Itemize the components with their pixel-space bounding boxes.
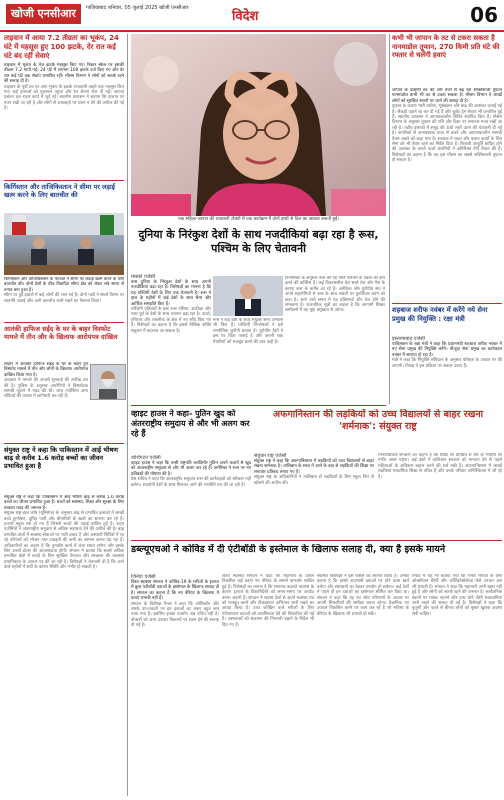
dateline: गाज़ियाबाद शनिवार, 05 जुलाई 2025 खोजी एनसीआर [86, 5, 189, 11]
page-header [0, 0, 504, 32]
woman-heart-gesture-image [131, 34, 386, 216]
story-kyrgyz-body: किर्गिस्तान और ताजिकिस्तान के नेताओं ने सीमा पर लड़ाई खत्म करने के लिए बातचीत की। दोनों देशों के बीच विवादित सीमा क्षेत्र को लेकर लंबे समय से तनाव बना हुआ है। सीमा पर हुई झड़पों में कई लोगों की जान गई है। दोनों पक्षों ने संघर्ष विराम पर सहमति जताई और आगे बातचीत जारी रखने का फैसला किया। [4, 277, 124, 304]
story-afghan-body-2: मानवाधिकार संगठनों का कहना है कि शिक्षा पर प्रतिबंध से देश के भविष्य पर गंभीर असर पड़ेगा। कई देशों ने तालिबान सरकार को मान्यता देने से पहले महिलाओं के अधिकार बहाल करने की शर्त रखी है। अफगानिस्तान में लाखों लड़कियां माध्यमिक शिक्षा से वंचित हैं और उनके परिवार अनिश्चितता में जी रहे हैं। [378, 453, 502, 480]
page-number: 06 [470, 3, 498, 27]
story-hafiz [4, 325, 124, 361]
story-kicker: इस्लामाबाद एजेंसी [392, 336, 425, 342]
main-headline: दुनिया के निरंकुश देशों के साथ नजदीकियां बढ़ा रहा है रूस, पश्चिम के लिए चेतावनी [138, 228, 379, 255]
story-body: संयुक्त राष्ट्र ने कहा कि अफगानिस्तान में लड़कियों को उच्च विद्यालयों से बाहर रखना शर्मनाक है। तालिबान के सत्ता में आने के बाद से लड़कियों की शिक्षा पर लगातार प्रतिबंध लगाए गए हैं। [254, 459, 374, 475]
story-un-pak [4, 446, 124, 494]
hafiz-photo [90, 364, 126, 400]
story-afghan-body: संयुक्त राष्ट्र एजेंसी संयुक्त राष्ट्र ने कहा कि अफगानिस्तान में लड़कियों को उच्च विद्यालयों से बाहर रखना शर्मनाक है। तालिबान के सत्ता में आने के बाद से लड़कियों की शिक्षा पर लगातार प्रतिबंध लगाए गए हैं। संयुक्त राष्ट्र के अधिकारियों ने तालिबान से लड़कियों के लिए स्कूल फिर से खोलने की अपील की। [254, 453, 374, 486]
story-hafiz-body: लाहौर में आतंकी हाफिज सईद के घर के बाहर हुए विस्फोट मामले में तीन और लोगों के खिलाफ आरोपपत्र दाखिल किया गया है। अदालत ने मामले की अगली सुनवाई की तारीख तय की है। पुलिस के अनुसार आरोपियों ने विस्फोटक सामग्री जुटाने में मदद की थी। जांच एजेंसियां अन्य संदिग्धों की तलाश में छापेमारी कर रही हैं। [4, 362, 88, 400]
story-headline: शहबाज शरीफ नवंबर में करेंगे नये सेना प्रमुख की नियुक्ति : रक्षा मंत्री [392, 306, 488, 323]
main-story-body-3: विश्लेषकों के अनुसार रूस की यह नीति पश्चिम के दबाव को कम करने की कोशिश है। कई विकासशील देश सस्ते तेल और गैस के कारण रूस के करीब आ रहे हैं। अमेरिका और यूरोपीय संघ ने अपने सहयोगियों से रूस के साथ संबंधों पर पुनर्विचार करने को कहा है। आने वाले समय में यह प्रतिस्पर्धा और तेज होने की संभावना है। राजनयिक सूत्रों का कहना है कि आगामी शिखर सम्मेलनों में यह मुद्दा प्रमुखता से उठेगा। [285, 276, 385, 314]
story-headline: अफगानिस्तान की लड़कियों को उच्च विद्यालयों से बाहर रखना 'शर्मनाक': संयुक्त राष्ट्र [272, 409, 484, 432]
main-story-body-2: रूस ने कई देशों के साथ संयुक्त सैन्य अभ्यास भी किए हैं। पश्चिमी विश्लेषकों ने इसे रणनीतिक चुनौती बताया है। यूरोपीय देशों ने इस पर चिंता जताई है और अपनी रक्षा तैयारियों को मजबूत करने की बात कही है। [213, 318, 283, 345]
story-headline: कभी भी जापान के तट से टकरा सकता है नानमाडोल तूफान, 270 किमी प्रति घंटे की रफ्तार से चलेंगी हवाएं [392, 34, 500, 60]
story-body: रूस दुनिया के निरंकुश देशों के साथ अपनी नजदीकियां बढ़ा रहा है। विशेषज्ञों का मानना है कि यह पश्चिमी देशों के लिए एक चेतावनी है। रूस ने हाल के महीनों में कई देशों के साथ सैन्य और आर्थिक समझौते किए हैं। [131, 280, 211, 307]
story-body: पाकिस्तान के रक्षा मंत्री ने कहा कि प्रधानमंत्री शहबाज शरीफ नवंबर में नए सेना प्रमुख की नियुक्ति करेंगे। मौजूदा सेना प्रमुख का कार्यकाल नवंबर में समाप्त हो रहा है। [392, 342, 502, 358]
story-body: विश्व स्वास्थ्य संगठन ने कोविड-19 के मरीजों के इलाज में कुछ एंटीबॉडी दवाओं के इस्तेमाल के खिलाफ सलाह दी है। संगठन का कहना है कि नए वेरिएंट के खिलाफ ये दवाएं प्रभावी नहीं हैं। [131, 580, 219, 602]
story-who-body-2: विश्व स्वास्थ्य संगठन ने कहा कि महामारी के दौरान विकसित कई दवाएं नए वेरिएंट के सामने कमजोर साबित हुई हैं। विशेषज्ञों का मानना है कि लगातार बदलते वायरस के कारण इलाज के दिशानिर्देशों को समय-समय पर अपडेट करना जरूरी है। संगठन ने सदस्य देशों से अपने स्वास्थ्य तंत्र को मजबूत करने और टीकाकरण अभियान जारी रखने का आग्रह किया है। उच्च जोखिम वाले मरीजों के लिए एंटीवायरल दवाओं को प्राथमिकता देने की सिफारिश की गई है। अस्पतालों को संक्रमण की निगरानी बढ़ाने के निर्देश भी दिए गए हैं। [222, 574, 314, 628]
story-kyrgyz [4, 183, 124, 213]
story-headline: आतंकी हाफिज सईद के घर के बाहर विस्फोट मामले में तीन और के खिलाफ आरोपपत्र दाखिल [4, 325, 118, 341]
story-headline: ताइवान में आया 7.2 तीव्रता का भूकंप, 24 घंटे में महसूस हुए 100 झटके, देर रात कई घंटे बंद रहीं सेवाएं [4, 34, 119, 60]
story-afghan-head [254, 409, 502, 451]
main-story-body: मास्को एजेंसी रूस दुनिया के निरंकुश देशों के साथ अपनी नजदीकियां बढ़ा रहा है। विशेषज्ञों का मानना है कि यह पश्चिमी देशों के लिए एक चेतावनी है। रूस ने हाल के महीनों में कई देशों के साथ सैन्य और आर्थिक समझौते किए हैं। पश्चिमी प्रतिबंधों के बाद रूस एशिया, अफ्रीका और मध्य पूर्व के देशों के साथ व्यापार बढ़ा रहा है। ऊर्जा, हथियार और तकनीक के क्षेत्र में नए सौदे किए गए हैं। विशेषज्ञों का कहना है कि इससे वैश्विक शक्ति संतुलन में बदलाव आ सकता है। [131, 274, 211, 334]
story-headline: किर्गिस्तान और ताजिकिस्तान ने सीमा पर लड़ाई खत्म करने के लिए बातचीत की [4, 183, 115, 199]
story-putin-head [131, 409, 251, 453]
masthead: खोजी एनसीआर [6, 4, 81, 24]
story-who-body-3: स्वास्थ्य विशेषज्ञों ने इस फैसले का स्वागत किया है। उनका कहना है कि इससे अप्रभावी दवाओं पर होने वाला खर्च बचेगा और संसाधनों का बेहतर उपयोग हो सकेगा। कई देशों ने पहले ही इन दवाओं का इस्तेमाल सीमित कर दिया था। संगठन ने कहा कि वह नए शोध परिणामों के आधार पर अपनी सिफारिशों की समीक्षा करता रहेगा। वैज्ञानिक नए उपचार विकसित करने पर काम कर रहे हैं जो भविष्य के वेरिएंट के खिलाफ भी प्रभावी हो सकें। [317, 574, 409, 617]
story-body: व्हाइट हाउस ने कहा कि रूसी राष्ट्रपति व्लादिमीर पुतिन अपने कदमों से खुद को अंतरराष्ट्रीय समुदाय से और भी अलग कर रहे हैं। अमेरिका ने रूस पर नए प्रतिबंधों की घोषणा की है। [131, 461, 251, 477]
putin-photo [213, 276, 283, 316]
story-kicker: वाशिंगटन एजेंसी [131, 455, 161, 461]
story-taiwan: ताइवान में आया 7.2 तीव्रता का भूकंप, 24 घंटे में महसूस हुए 100 झटके, देर रात कई घंटे बंद रहीं सेवाएं ताइवान में भूकंप के तेज झटके महसूस किए गए। रिक्टर स्केल पर इसकी तीव्रता 7.2 मापी गई। 24 घंटे में लगभग 100 झटके दर्ज किए गए और देर रात कई घंटे तक सेवाएं प्रभावित रहीं। मौसम विभाग ने लोगों को सतर्क रहने की सलाह दी है। ताइवान के पूर्वी तट पर आए भूकंप के झटके राजधानी ताइपे तक महसूस किए गए। कई इमारतों को नुकसान पहुंचा और रेल सेवाएं रोक दी गईं। आपदा प्रबंधन दल राहत कार्य में जुटे रहे। स्थानीय प्रशासन ने बताया कि हालात पर नजर रखी जा रही है और लोगों से अफवाहों पर ध्यान न देने की अपील की गई है। [4, 34, 124, 112]
story-kicker: संयुक्त राष्ट्र एजेंसी [254, 453, 287, 459]
main-kicker: मास्को एजेंसी [131, 274, 156, 280]
putin-image [213, 276, 283, 316]
main-photo [131, 34, 386, 216]
story-putin-body: वाशिंगटन एजेंसी व्हाइट हाउस ने कहा कि रूसी राष्ट्रपति व्लादिमीर पुतिन अपने कदमों से खुद को अंतरराष्ट्रीय समुदाय से और भी अलग कर रहे हैं। अमेरिका ने रूस पर नए प्रतिबंधों की घोषणा की है। प्रेस सचिव ने कहा कि अंतरराष्ट्रीय समुदाय रूस की कार्रवाइयों को स्वीकार नहीं करेगा। सहयोगी देशों के साथ मिलकर आगे की रणनीति तय की जा रही है। [131, 455, 251, 488]
story-japan-head [392, 34, 502, 86]
story-who-body-4: रिपोर्ट में यह भी बताया गया कि गंभीर मरीजों के लिए ऑक्सीजन थेरेपी और कॉर्टिकोस्टेरॉयड जैसे उपचार अब भी प्रभावी हैं। संगठन ने कहा कि महामारी अभी खत्म नहीं हुई है और लोगों को सतर्क रहने की जरूरत है। सार्वजनिक स्थानों पर मास्क पहनने और हाथ धोने जैसी सावधानियां जारी रखने की सलाह दी गई है। विशेषज्ञों ने कहा कि बुजुर्गों और पहले से बीमार लोगों को बूस्टर खुराक अवश्य लेनी चाहिए। [412, 574, 502, 617]
section-title: विदेश [232, 9, 259, 24]
story-who-head [131, 544, 502, 572]
leaders-meeting-image [4, 213, 124, 275]
story-body: जापान के दक्षिणी तट की ओर तेजी से बढ़ रहा शक्तिशाली तूफान नानमाडोल कभी भी तट से टकरा सकता है। मौसम विभाग ने लाखों लोगों को सुरक्षित स्थानों पर जाने की सलाह दी है। [392, 88, 502, 104]
story-kicker: जिनेवा एजेंसी [131, 574, 156, 580]
story-body: लाहौर में आतंकी हाफिज सईद के घर के बाहर हुए विस्फोट मामले में तीन और लोगों के खिलाफ आरोपपत्र दाखिल किया गया है। [4, 362, 88, 378]
story-body: ताइवान में भूकंप के तेज झटके महसूस किए गए। रिक्टर स्केल पर इसकी तीव्रता 7.2 मापी गई। 24 घंटे में लगभग 100 झटके दर्ज किए गए और देर रात कई घंटे तक सेवाएं प्रभावित रहीं। मौसम विभाग ने लोगों को सतर्क रहने की सलाह दी है। [4, 63, 124, 85]
story-un-pak-body: संयुक्त राष्ट्र ने कहा कि पाकिस्तान में आई भीषण बाढ़ से करीब 1.6 करोड़ बच्चों का जीवन प्रभावित हुआ है। बच्चों को स्वास्थ्य, शिक्षा और सुरक्षा के लिए तत्काल मदद की जरूरत है। संयुक्त राष्ट्र बाल कोष (यूनिसेफ) के अनुसार बाढ़ से प्रभावित इलाकों में लाखों बच्चे कुपोषण, दूषित पानी और बीमारियों के खतरे का सामना कर रहे हैं। हजारों स्कूल नष्ट हो गए हैं जिससे बच्चों की पढ़ाई बाधित हुई है। राहत एजेंसियों ने अंतरराष्ट्रीय समुदाय से अधिक सहायता देने की अपील की है। बाढ़ प्रभावित प्रांतों में स्वास्थ्य सेवाओं पर भारी दबाव है और अस्थायी शिविरों में रह रहे परिवारों को भोजन तथा दवाइयों की कमी का सामना करना पड़ रहा है। अधिकारियों का कहना है कि पुनर्वास कार्य में लंबा समय लगेगा और इसके लिए अरबों डॉलर की आवश्यकता होगी। संगठन ने बताया कि सबसे अधिक प्रभावित क्षेत्रों में बच्चों के लिए सुरक्षित पेयजल और स्वच्छता की व्यवस्था प्राथमिकता के आधार पर की जा रही है। विशेषज्ञों ने चेतावनी दी है कि आने वाले महीनों में सर्दी के कारण स्थिति और गंभीर हो सकती है। [4, 495, 124, 571]
story-headline: व्हाइट हाउस ने कहा- पुतिन खुद को अंतरराष्ट्रीय समुदाय से और भी अलग कर रहे हैं [131, 409, 250, 438]
story-japan-body: जापान के दक्षिणी तट की ओर तेजी से बढ़ रहा शक्तिशाली तूफान नानमाडोल कभी भी तट से टकरा सकता है। मौसम विभाग ने लाखों लोगों को सुरक्षित स्थानों पर जाने की सलाह दी है। तूफान के कारण भारी बारिश, भूस्खलन और बाढ़ की आशंका जताई गई है। सैकड़ों उड़ानें रद्द कर दी गई हैं और बुलेट ट्रेन सेवाएं भी प्रभावित हुई हैं। स्थानीय प्रशासन ने आपातकालीन शिविर स्थापित किए हैं। मौसम विभाग के अनुसार तूफान की गति और दिशा पर लगातार नजर रखी जा रही है। तटीय इलाकों में समुद्र की ऊंची लहरें उठने की चेतावनी दी गई है। नागरिकों से अनावश्यक यात्रा से बचने और आपातकालीन सामग्री तैयार रखने को कहा गया है। सरकार ने राहत और बचाव कार्यों के लिए सेना को भी तैयार रहने का निर्देश दिया है। बिजली आपूर्ति बाधित होने की आशंका के चलते ऊर्जा कंपनियों ने अतिरिक्त टीमें तैनात की हैं। विशेषज्ञों का कहना है कि यह इस मौसम का सबसे शक्तिशाली तूफान हो सकता है। [392, 88, 502, 164]
main-photo-caption: एक महिला जापान की राजधानी टोक्यो में एक कार्यक्रम में दोनों हाथों से दिल का आकार बनाती हुई। [178, 217, 339, 222]
story-headline: संयुक्त राष्ट्र ने कहा कि पाकिस्तान में आई भीषण बाढ़ से करीब 1.6 करोड़ बच्चों का जीवन प्रभावित हुआ है [4, 446, 119, 470]
story-body: संयुक्त राष्ट्र ने कहा कि पाकिस्तान में आई भीषण बाढ़ से करीब 1.6 करोड़ बच्चों का जीवन प्रभावित हुआ है। बच्चों को स्वास्थ्य, शिक्षा और सुरक्षा के लिए तत्काल मदद की जरूरत है। [4, 495, 124, 511]
story-shehbaz-body: इस्लामाबाद एजेंसी पाकिस्तान के रक्षा मंत्री ने कहा कि प्रधानमंत्री शहबाज शरीफ नवंबर में नए सेना प्रमुख की नियुक्ति करेंगे। मौजूदा सेना प्रमुख का कार्यकाल नवंबर में समाप्त हो रहा है। मंत्री ने कहा कि नियुक्ति संविधान के अनुसार वरिष्ठता के आधार पर की जाएगी। विपक्ष ने इस प्रक्रिया पर सवाल उठाए हैं। [392, 336, 502, 369]
leaders-meeting-photo [4, 213, 124, 275]
story-headline: डब्ल्यूएचओ ने कोविड में दी एंटीबॉडी के इस्तेमाल के खिलाफ सलाह दी, क्या है इसके मायने [131, 544, 446, 555]
portrait-image [91, 365, 125, 399]
story-body: किर्गिस्तान और ताजिकिस्तान के नेताओं ने सीमा पर लड़ाई खत्म करने के लिए बातचीत की। दोनों देशों के बीच विवादित सीमा क्षेत्र को लेकर लंबे समय से तनाव बना हुआ है। [4, 277, 124, 293]
story-who-body: जिनेवा एजेंसी विश्व स्वास्थ्य संगठन ने कोविड-19 के मरीजों के इलाज में कुछ एंटीबॉडी दवाओं के इस्तेमाल के खिलाफ सलाह दी है। संगठन का कहना है कि नए वेरिएंट के खिलाफ ये दवाएं प्रभावी नहीं हैं। संगठन के विशेषज्ञ पैनल ने कहा कि ओमिक्रॉन और उसके उप-प्रकारों पर इन दवाओं का असर बहुत कम पाया गया है। इसलिए इनका उपयोग अब उचित नहीं है। डॉक्टरों को अन्य उपचार विकल्पों पर ध्यान देने की सलाह दी गई है। [131, 574, 219, 629]
main-headline-block [131, 228, 386, 272]
story-shehbaz-head [392, 306, 502, 334]
